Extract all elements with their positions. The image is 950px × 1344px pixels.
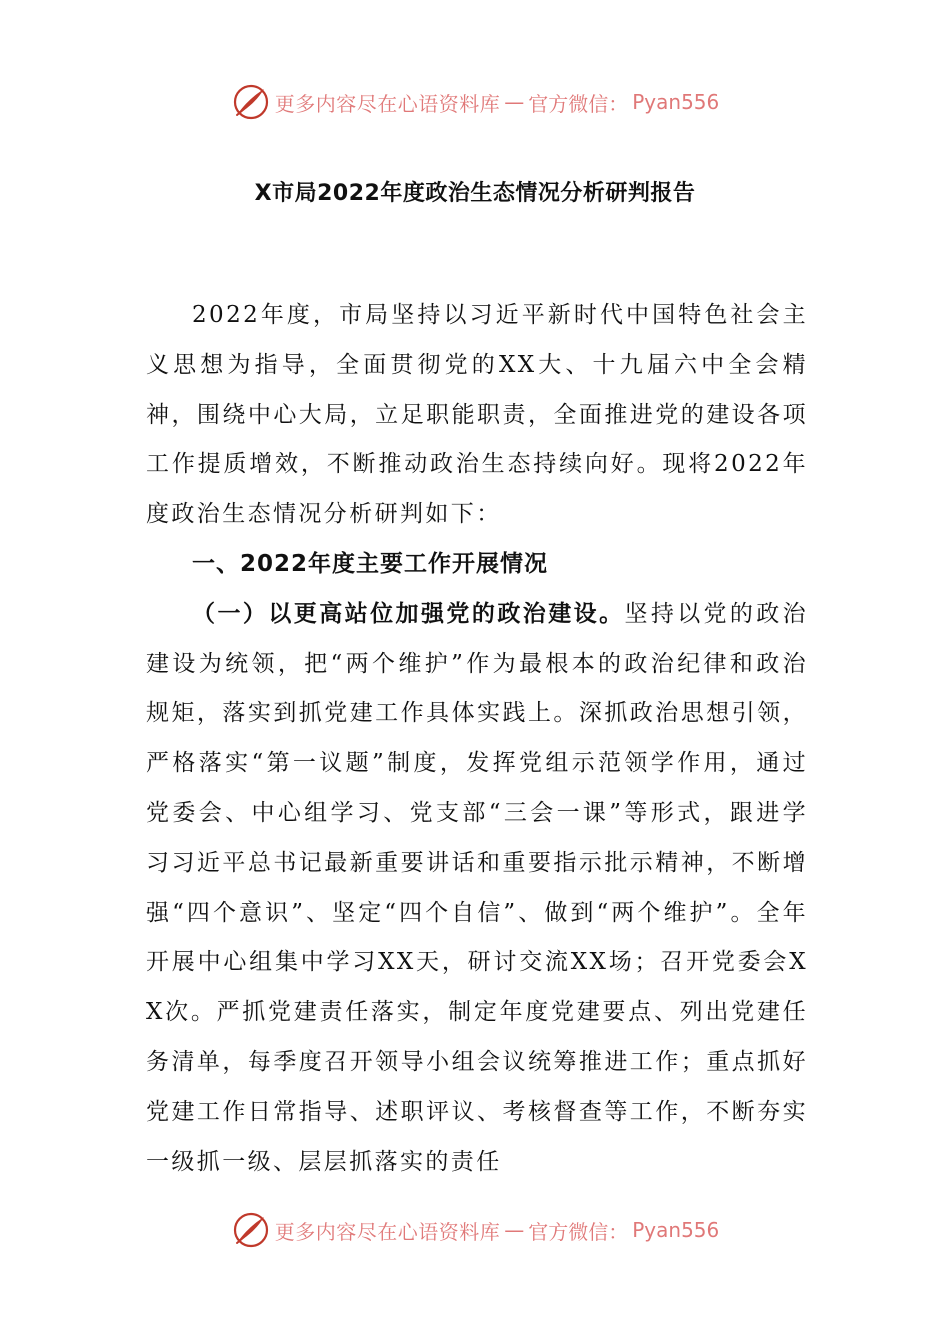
- watermark-text: 更多内容尽在心语资料库: [274, 1219, 501, 1244]
- document-title: X市局2022年度政治生态情况分析研判报告: [254, 181, 696, 206]
- watermark-wechat-label: 官方微信：: [528, 1219, 629, 1244]
- watermark-wechat-label: 官方微信：: [528, 91, 629, 116]
- document-body: [146, 291, 808, 1187]
- watermark-banner-bottom: [0, 1206, 950, 1254]
- section-heading: 一、2022年度主要工作开展情况: [192, 550, 549, 577]
- watermark-text: 更多内容尽在心语资料库: [274, 91, 501, 116]
- watermark-wechat-id: Pyan556: [632, 1218, 720, 1242]
- watermark-separator: —: [504, 90, 525, 114]
- quill-logo-icon: [231, 1210, 271, 1250]
- watermark-separator: —: [504, 1218, 525, 1242]
- watermark-wechat-id: Pyan556: [632, 90, 720, 114]
- subsection-paragraph: [146, 590, 808, 1188]
- watermark-banner-top: [0, 78, 950, 126]
- intro-paragraph: 2022年度，市局坚持以习近平新时代中国特色社会主义思想为指导，全面贯彻党的XX大、十九届六中全会精神，围绕中心大局，立足职能职责，全面推进党的建设各项工作提质增效，不断推动政治生态持续向好。现将2022年度政治生态情况分析研判如下：: [146, 302, 808, 528]
- quill-logo-icon: [231, 82, 271, 122]
- subsection-body: 坚持以党的政治建设为统领，把“两个维护”作为最根本的政治纪律和政治规矩，落实到抓党建工作具体实践上。深抓政治思想引领，严格落实“第一议题”制度，发挥党组示范领学作用，通过党委会、中心组学习、党支部“三会一课”等形式，跟进学习习近平总书记最新重要讲话和重要指示批示精神，不断增强“四个意识”、坚定“四个自信”、做到“两个维护”。全年开展中心组集中学习XX天，研讨交流XX场；召开党委会XX次。严抓党建责任落实，制定年度党建要点、列出党建任务清单，每季度召开领导小组会议统筹推进工作；重点抓好党建工作日常指导、述职评议、考核督查等工作，不断夯实一级抓一级、层层抓落实的责任: [146, 600, 808, 1175]
- subsection-heading: （一）以更高站位加强党的政治建设。: [192, 600, 625, 627]
